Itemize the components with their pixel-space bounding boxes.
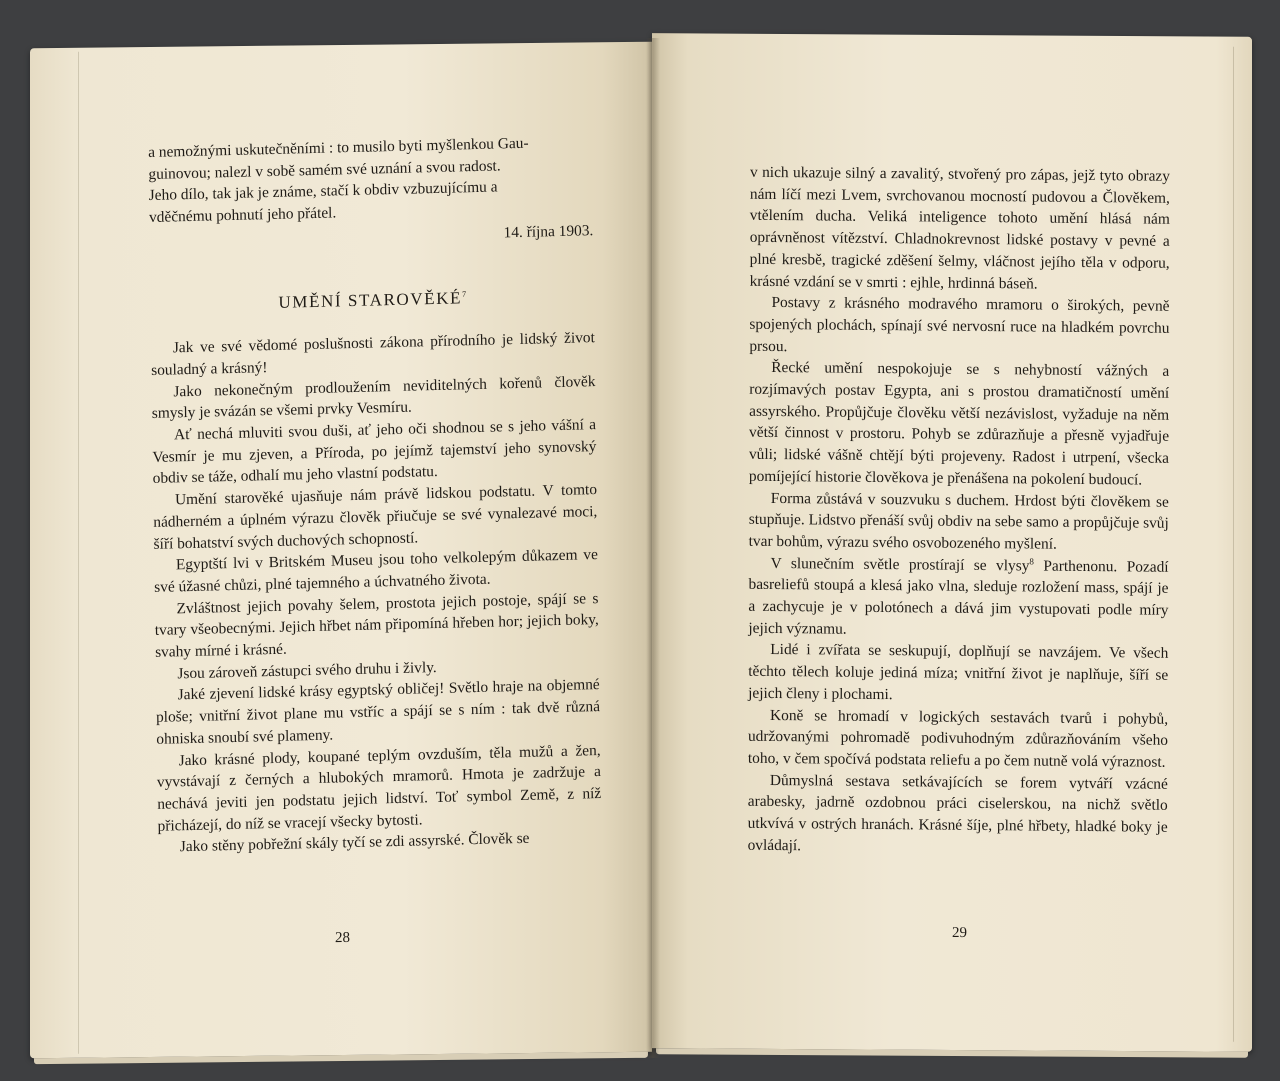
page-edge xyxy=(656,1048,1248,1058)
right-page-text xyxy=(748,162,1170,861)
page-edge xyxy=(34,1052,648,1064)
footnote-marker: 7 xyxy=(461,289,467,299)
chapter-heading xyxy=(150,284,594,317)
book-spine xyxy=(646,38,660,1058)
text-line: Jeho dílo, tak jak je známe, stačí k obdiv vzbuzujícímu a xyxy=(148,178,498,205)
paragraph xyxy=(748,552,1168,643)
paragraph: Forma zůstává v souzvuku s duchem. Hrdost býti člověkem se stupňuje. Lidstvo přenáší svůj obdiv na sebe samo a propůjčuje svůj tvar bohům, výrazu svého osvobozeného myšlení. xyxy=(748,489,1169,553)
page-number: 29 xyxy=(952,925,967,942)
text-line: a nemožnými uskutečněními : to musilo byti myšlenkou Gau- xyxy=(148,134,529,162)
left-page-text xyxy=(148,131,602,859)
paragraph-text: V slunečním světle prostírají se vlysy xyxy=(770,554,1030,575)
text-line: guinovou; nalezl v sobě samém své uznání a svou radost. xyxy=(148,157,501,183)
paragraph: Jaké zjevení lidské krásy egyptský obličej! Světlo hraje na objemné ploše; vnitřní život plane mu vstříc a spájí se s ním : tak dvě různá ohniska snoubí své plameny. xyxy=(155,676,601,748)
continued-paragraph xyxy=(148,131,593,229)
essay-date: 14. října 1903. xyxy=(503,221,594,242)
right-page xyxy=(652,33,1252,1052)
paragraph: Zvláštnost jejich povahy šelem, prostota jejich postoje, spájí se s tvary všeobecnými. Jejich hřbet nám připomíná hřeben hor; jejich boky, svahy mírné i krásné. xyxy=(154,589,599,661)
chapter-heading-text: UMĚNÍ STAROVĚKÉ xyxy=(278,287,463,312)
paragraph: Jak ve své vědomé poslušnosti zákona přírodního je lidský život souladný a krásný! xyxy=(151,329,595,379)
paragraph: Jsou zároveň zástupci svého druhu i živly. xyxy=(177,658,437,683)
paragraph: Ať nechá mluviti svou duši, ať jeho oči shodnou se s jeho vášní a Vesmír je mu zjeven, a Příroda, po jejímž tajemství jeho synovský obdiv se táže, odhalí mu jeho vlastní podstatu. xyxy=(152,416,597,488)
paragraph: Důmyslná sestava setkávajících se forem vytváří vzácné arabesky, jadrně ozdobnou práci ciselerskou, na nichž světlo utkvívá v ostrých hranách. Krásné šíje, plné hřbety, hladké boky je ovládají. xyxy=(747,771,1168,855)
paragraph: Egyptští lvi v Britském Museu jsou toho velkolepým důkazem ve své úžasné chůzi, plné tajemného a úchvatného života. xyxy=(154,546,598,596)
paragraph: Umění starověké ujasňuje nám právě lidskou podstatu. V tomto nádherném a úplném výrazu člověk přiučuje se své vynalezavé moci, šíří bohatství svých duchových schopností. xyxy=(153,481,598,553)
paragraph-text: Parthenonu. Pozadí basreliefů stoupá a klesá jako vlna, sleduje rozložení mass, spájí je a zachycuje je v polotónech a dává jim vystupovati podle míry jejich významu. xyxy=(748,557,1169,638)
paragraph: Jako stěny pobřežní skály tyčí se zdi assyrské. Člověk se xyxy=(179,830,530,856)
paragraph: Řecké umění nespokojuje se s nehybností vážných a rozjímavých postav Egypta, ani s prostou dramatičností umění assyrského. Propůjčuje člověku větší nezávislost, vyžaduje na něm větší činnost v prostoru. Pohyb se zdůrazňuje a přesně vyjadřuje vůli; lidské vášně chtějí býti projeveny. Radost i utrpení, všecka pomíjející historie člověkova je přenášena na pokolení budoucí. xyxy=(748,359,1170,489)
paragraph: Koně se hromadí v logických sestavách tvarů i pohybů, udržovanými pohromadě podivuhodným zdůrazňováním všeho toho, v čem spočívá podstata reliefu a po čem nutně volá výraznost. xyxy=(747,706,1169,771)
open-book xyxy=(30,20,1260,1070)
paragraph: v nich ukazuje silný a zavalitý, stvořený pro zápas, jejž tyto obrazy nám líčí mezi Lvem, svrchovanou mocností pudovou a Člověkem, vtělením ducha. Veliká inteligence tohoto umění hlásá nám oprávněnost vítězství. Chladnokrevnost lidské postavy v pevné a plné kresbě, tragické zděšení šelmy, vláčnost jejího těla v odporu, krásné vzdání se v smrti : ejhle, hrdinná báseň. xyxy=(749,163,1170,293)
footnote-marker: 8 xyxy=(1029,555,1034,567)
paragraph: Lidé i zvířata se seskupují, doplňují se navzájem. Ve všech těchto tělech koluje jediná míza; vnitřní život je naplňuje, šíří se jejich členy i plochami. xyxy=(748,641,1169,704)
paragraph: Postavy z krásného modravého mramoru o širokých, pevně spojených plochách, spínají své nervosní ruce na hladkém povrchu prsou. xyxy=(749,294,1170,355)
paragraph: Jako nekonečným prodloužením neviditelných kořenů člověk smysly je svázán se všemi prvky Vesmíru. xyxy=(151,372,596,423)
text-line: vděčnému pohnutí jeho přátel. xyxy=(148,204,337,227)
left-page xyxy=(30,42,652,1059)
page-number: 28 xyxy=(335,929,350,947)
paragraph: Jako krásné plody, koupané teplým ovzduším, těla mužů a žen, vyvstávají z černých a hlubokých mramorů. Hmota je zadržuje a nechává jeviti jen podstatu jejich lidství. Toť symbol Země, z níž přicházejí, do níž se vracejí všecky bytosti. xyxy=(156,741,602,835)
